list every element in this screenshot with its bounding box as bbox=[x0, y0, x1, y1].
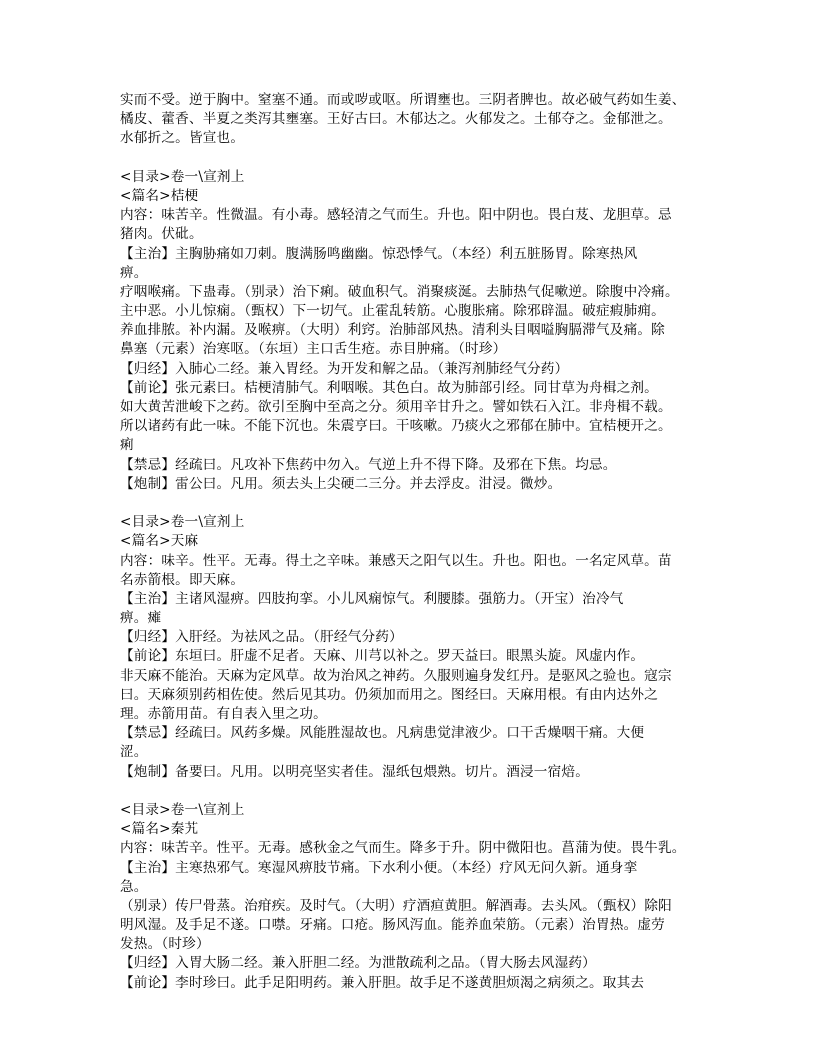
text-line: 涩。 bbox=[120, 744, 148, 761]
catalog-heading: <目录>卷一\宣剂上 bbox=[120, 168, 245, 185]
spacer bbox=[120, 149, 680, 168]
text-line: 痢 bbox=[120, 437, 134, 454]
document-page bbox=[120, 91, 686, 993]
text-line: 曰。天麻须别药相佐使。然后见其功。仍须加而用之。图经曰。天麻用根。有由内达外之 bbox=[120, 686, 658, 703]
text-line: 【主治】主胸胁痛如刀刺。腹满肠鸣幽幽。惊恐悸气。（本经）利五脏肠胃。除寒热风 bbox=[120, 245, 638, 262]
text-line: 发热。（时珍） bbox=[120, 936, 210, 953]
text-line: 非天麻不能治。天麻为定风草。故为治风之神药。久服则遍身发红丹。是驱风之验也。寇宗 bbox=[120, 667, 672, 684]
text-line: 名赤箭根。即天麻。 bbox=[120, 571, 245, 588]
spacer bbox=[120, 782, 680, 801]
text-line: 养血排脓。补内漏。及喉痹。（大明）利窍。治肺部风热。清利头目咽嗌胸膈滞气及痛。除 bbox=[120, 322, 665, 339]
text-line: 内容：味苦辛。性微温。有小毒。感轻清之气而生。升也。阳中阴也。畏白芨、龙胆草。忌 bbox=[120, 207, 672, 224]
text-line: 橘皮、藿香、半夏之类泻其壅塞。王好古曰。木郁达之。火郁发之。土郁夺之。金郁泄之。 bbox=[120, 111, 672, 128]
text-line: 【主治】主寒热邪气。寒湿风痹肢节痛。下水利小便。（本经）疗风无问久新。通身挛 bbox=[120, 859, 638, 876]
text-line: 【归经】入胃大肠二经。兼入肝胆二经。为泄散疏利之品。（胃大肠去风湿药） bbox=[120, 955, 596, 972]
text-line: 【前论】张元素曰。桔梗清肺气。利咽喉。其色白。故为肺部引经。同甘草为舟楫之剂。 bbox=[120, 379, 658, 396]
text-line: 【归经】入肺心二经。兼入胃经。为开发和解之品。（兼泻剂肺经气分药） bbox=[120, 360, 569, 377]
entry-qinjiao bbox=[120, 801, 686, 993]
text-line: 痹。瘫 bbox=[120, 610, 162, 627]
catalog-heading: <目录>卷一\宣剂上 bbox=[120, 801, 245, 818]
text-line: 鼻塞（元素）治寒呕。（东垣）主口舌生疮。赤目肿痛。（时珍） bbox=[120, 341, 507, 358]
entry-tianma bbox=[120, 513, 680, 782]
entry-title: <篇名>天麻 bbox=[120, 533, 199, 550]
text-line: 猪肉。伏砒。 bbox=[120, 226, 203, 243]
text-line: 痹。 bbox=[120, 264, 148, 281]
text-line: 【炮制】备要曰。凡用。以明亮坚实者佳。湿纸包煨熟。切片。酒浸一宿焙。 bbox=[120, 763, 589, 780]
text-line: 【主治】主诸风湿痹。四肢拘挛。小儿风痫惊气。利腰膝。强筋力。（开宝）治冷气 bbox=[120, 590, 624, 607]
text-line: 实而不受。逆于胸中。窒塞不通。而或哕或呕。所谓壅也。三阴者脾也。故必破气药如生姜、 bbox=[120, 92, 686, 108]
text-line: 【禁忌】经疏曰。风药多燥。风能胜湿故也。凡病患觉津液少。口干舌燥咽干痛。大便 bbox=[120, 725, 645, 742]
catalog-heading: <目录>卷一\宣剂上 bbox=[120, 514, 245, 531]
text-line: 【禁忌】经疏曰。凡攻补下焦药中勿入。气逆上升不得下降。及邪在下焦。均忌。 bbox=[120, 456, 617, 473]
text-line: 【前论】李时珍曰。此手足阳明药。兼入肝胆。故手足不遂黄胆烦渴之病须之。取其去 bbox=[120, 974, 645, 991]
text-line: 【归经】入肝经。为祛风之品。（肝经气分药） bbox=[120, 629, 403, 646]
text-line: 如大黄苦泄峻下之药。欲引至胸中至高之分。须用辛甘升之。譬如铁石入江。非舟楫不载。 bbox=[120, 399, 672, 415]
text-line: 内容：味苦辛。性平。无毒。感秋金之气而生。降多于升。阴中微阳也。菖蒲为使。畏牛乳。 bbox=[120, 840, 686, 857]
text-line: 【前论】东垣曰。肝虚不足者。天麻、川芎以补之。罗天益曰。眼黑头旋。风虚内作。 bbox=[120, 648, 645, 665]
entry-jiegeng bbox=[120, 168, 680, 494]
text-line: 疗咽喉痛。下蛊毒。（别录）治下痢。破血积气。消聚痰涎。去肺热气促嗽逆。除腹中冷痛。 bbox=[120, 283, 679, 300]
intro-passage bbox=[120, 91, 686, 149]
text-line: 【炮制】雷公曰。凡用。须去头上尖硬二三分。并去浮皮。泔浸。微炒。 bbox=[120, 475, 562, 492]
text-line: 急。 bbox=[120, 878, 148, 895]
entry-title: <篇名>秦艽 bbox=[120, 821, 199, 838]
text-line: 水郁折之。皆宣也。 bbox=[120, 130, 245, 147]
text-line: （别录）传尸骨蒸。治疳疾。及时气。（大明）疗酒疸黄胆。解酒毒。去头风。（甄权）除阳 bbox=[120, 897, 672, 914]
text-line: 内容：味辛。性平。无毒。得土之辛味。兼感天之阳气以生。升也。阳也。一名定风草。苗 bbox=[120, 552, 672, 569]
text-line: 明风湿。及手足不遂。口噤。牙痛。口疮。肠风泻血。能养血荣筋。（元素）治胃热。虚劳 bbox=[120, 917, 665, 934]
spacer bbox=[120, 494, 680, 513]
text-line: 主中恶。小儿惊痫。（甄权）下一切气。止霍乱转筋。心腹胀痛。除邪辟温。破症瘕肺痈。 bbox=[120, 303, 665, 320]
entry-title: <篇名>桔梗 bbox=[120, 187, 199, 204]
text-line: 所以诸药有此一味。不能下沉也。朱震亨曰。干咳嗽。乃痰火之邪郁在肺中。宜桔梗开之。 bbox=[120, 418, 672, 435]
text-line: 理。赤箭用苗。有自表入里之功。 bbox=[120, 706, 327, 722]
